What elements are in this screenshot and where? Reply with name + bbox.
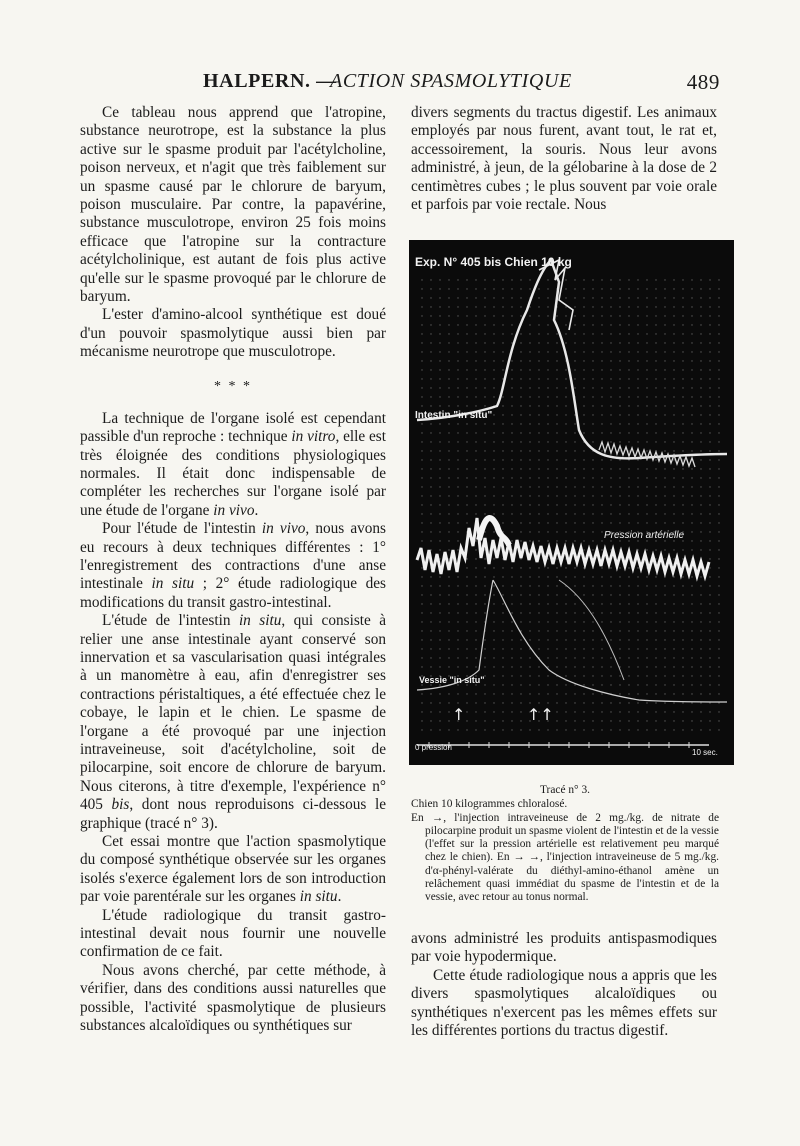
pressure-label: Pression artérielle	[604, 530, 685, 541]
paragraph: avons administré les produits antispasmodiques par voie hypodermique.	[411, 930, 717, 966]
kymograph-figure	[409, 240, 734, 765]
paragraph: L'étude de l'intestin in situ, qui consiste à relier une anse intestinale ayant conservé son innervation et sa vascularisation quasi intégrales à un manomètre à eau, afin d'enregistrer ses contractions péristaltiques, a été effectuée chez le cobaye, le lapin et le chien. Le spasme de l'organe a été provoqué par une injection intraveineuse, soit d'acétylcholine, soit de pilocarpine, soit encore de chlorure de baryum. Nous citerons, à titre d'exemple, l'expérience n° 405 bis, dont nous reproduisons ci-dessous le graphique (tracé n° 3).	[80, 612, 386, 832]
header-author: HALPERN. —	[203, 70, 337, 92]
right-column-bottom	[411, 930, 717, 1040]
paragraph: divers segments du tractus digestif. Les animaux employés par nous furent, avant tout, le rat et, accessoirement, la souris. Nous leur avons administré, à jeun, de la gélobarine à la dose de 2 centimètres cubes ; le plus souvent par voie orale et parfois par voie rectale. Nous	[411, 104, 717, 214]
paragraph: La technique de l'organe isolé est cependant passible d'un reproche : technique in vitro, elle est très éloignée des conditions physiologiques normales. Il était donc indispensable de compléter les recherches sur l'organe isolé par une étude de l'organe in vivo.	[80, 409, 387, 519]
paragraph: Ce tableau nous apprend que l'atropine, substance neurotrope, est la substance la plus active sur le spasme produit par l'acétylcholine, poison nerveux, et n'agit que très faiblement sur un spasme causé par le chlorure de baryum, poison musculaire. Par contre, la papavérine, substance musculotrope, environ 25 fois moins efficace que l'atropine sur la contracture acétylcholinique, est autant de fois plus active qu'elle sur le spasme provoqué par le chlorure de baryum.	[80, 104, 386, 306]
paragraph: L'ester d'amino-alcool synthétique est doué d'un pouvoir spasmolytique aussi bien par mécanisme neurotrope que musculotrope.	[80, 306, 386, 361]
injection-arrow-2: ↑↑	[527, 705, 554, 724]
kymograph-trace	[409, 240, 734, 765]
right-column-top	[411, 104, 717, 214]
caption-line: En →, l'injection intraveineuse de 2 mg./kg. de nitrate de pilocarpine produit un spasme violent de l'intestin et de la vessie (l'effet sur la pression artérielle est relativement peu marqué chez le chien). En → →, l'injection intraveineuse de 5 mg./kg. d'α-phényl-valérate du diéthyl-amino-éthanol amène un relâchement quasi immédiat du spasme de l'intestin et de la vessie, avec retour au tonus normal.	[411, 811, 719, 904]
bladder-label: Vessie "in situ"	[419, 675, 485, 685]
paragraph: Cette étude radiologique nous a appris que les divers spasmolytiques alcaloïdiques ou synthétiques n'exercent pas les mêmes effets sur les différentes portions du tractus digestif.	[411, 966, 717, 1040]
time-scale-label: 10 sec.	[692, 748, 718, 757]
page-number: 489	[686, 70, 720, 94]
caption-line: Chien 10 kilogrammes chloralosé.	[411, 798, 568, 811]
figure-caption	[411, 784, 719, 905]
zero-pressure-label: 0 pression	[415, 743, 452, 752]
running-header	[80, 70, 720, 100]
paragraph: Nous avons cherché, par cette méthode, à vérifier, dans des conditions aussi naturelles que possible, l'activité spasmolytique de plusieurs substances alcaloïdiques ou synthétiques sur	[80, 961, 386, 1035]
left-column	[80, 104, 386, 1036]
injection-arrow-1: ↑	[452, 705, 466, 724]
paragraph: L'étude radiologique du transit gastro-intestinal devait nous fournir une nouvelle confirmation de ce fait.	[80, 906, 386, 961]
paragraph: Pour l'étude de l'intestin in vivo, nous avons eu recours à deux techniques différentes : 1° l'enregistrement des contractions d'une anse intestinale in situ ; 2° étude radiologique des modifications du transit gastro-intestinal.	[80, 520, 387, 611]
experiment-label: Exp. N° 405 bis Chien 10 kg	[415, 255, 572, 269]
paragraph: Cet essai montre que l'action spasmolytique du composé synthétique observée sur les organes isolés s'exerce également lors de son introduction par voie parentérale sur les organes in situ.	[80, 833, 386, 906]
asterism: * * *	[214, 378, 252, 394]
header-title: ACTION SPASMOLYTIQUE	[330, 70, 572, 92]
intestine-label: Intestin "in situ"	[415, 410, 493, 421]
caption-title: Tracé n° 3.	[539, 784, 590, 796]
